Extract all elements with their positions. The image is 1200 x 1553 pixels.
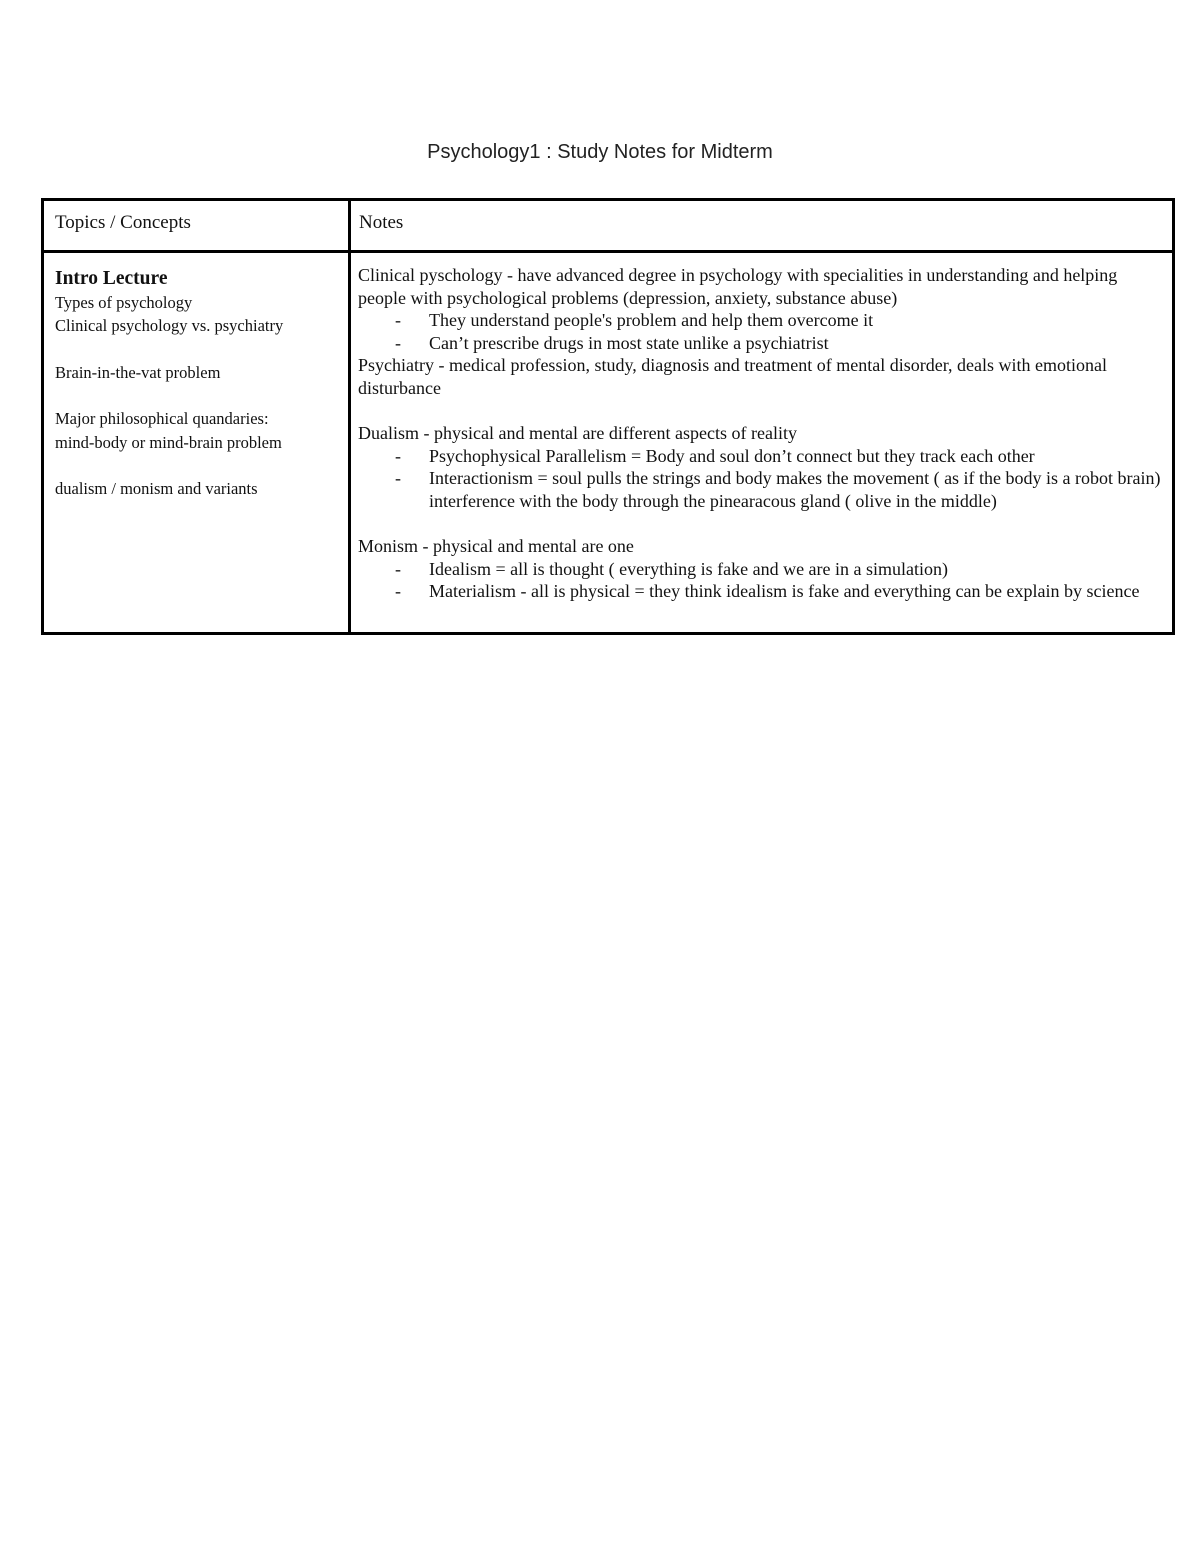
topic-item: Brain-in-the-vat problem xyxy=(55,362,221,382)
bullet-text: Can’t prescribe drugs in most state unlike a psychiatrist xyxy=(429,332,829,353)
document-title: Psychology1 : Study Notes for Midterm xyxy=(427,141,773,163)
list-item xyxy=(358,332,1166,355)
bullet-text: They understand people's problem and help them overcome it xyxy=(429,310,874,331)
study-notes-table xyxy=(41,198,1175,635)
list-item xyxy=(358,558,1166,581)
dash-bullet: - xyxy=(395,558,401,579)
list-item xyxy=(358,309,1166,332)
topics-header: Topics / Concepts xyxy=(43,200,350,252)
table-header-row xyxy=(43,200,1174,252)
dash-bullet: - xyxy=(395,332,401,353)
bullet-text: Psychophysical Parallelism = Body and soul don’t connect but they track each other xyxy=(429,445,1035,466)
list-item xyxy=(358,467,1166,512)
dash-bullet: - xyxy=(395,581,401,602)
notes-header: Notes xyxy=(350,200,1174,252)
topic-item: mind-body or mind-brain problem xyxy=(55,432,282,452)
list-item xyxy=(358,580,1166,603)
dash-bullet: - xyxy=(395,445,401,466)
bullet-text: Materialism - all is physical = they think idealism is fake and everything can be explain by science xyxy=(429,581,1140,602)
dash-bullet: - xyxy=(395,310,401,331)
topic-item: dualism / monism and variants xyxy=(55,479,258,499)
dualism-note: Dualism - physical and mental are different aspects of reality xyxy=(358,423,798,444)
topic-item: Clinical psychology vs. psychiatry xyxy=(55,316,284,336)
topics-cell xyxy=(43,252,350,634)
lecture-title: Intro Lecture xyxy=(55,268,168,289)
topic-item: Types of psychology xyxy=(55,293,193,312)
psychiatry-note: Psychiatry - medical profession, study, diagnosis and treatment of mental disorder, deals with emotional disturbance xyxy=(358,355,1107,398)
monism-note: Monism - physical and mental are one xyxy=(358,536,634,557)
notes-cell xyxy=(350,252,1174,634)
bullet-text: Idealism = all is thought ( everything is fake and we are in a simulation) xyxy=(429,558,949,579)
list-item xyxy=(358,445,1166,468)
bullet-text: Interactionism = soul pulls the strings and body makes the movement ( as if the body is a robot brain) interference with the body through the pinearacous gland ( olive in the middle) xyxy=(429,468,1161,511)
table-row xyxy=(43,252,1174,634)
dash-bullet: - xyxy=(395,468,401,489)
clinical-note: Clinical pyschology - have advanced degree in psychology with specialities in understanding and helping people with psychological problems (depression, anxiety, substance abuse) xyxy=(358,265,1118,308)
topic-item: Major philosophical quandaries: xyxy=(55,409,269,429)
